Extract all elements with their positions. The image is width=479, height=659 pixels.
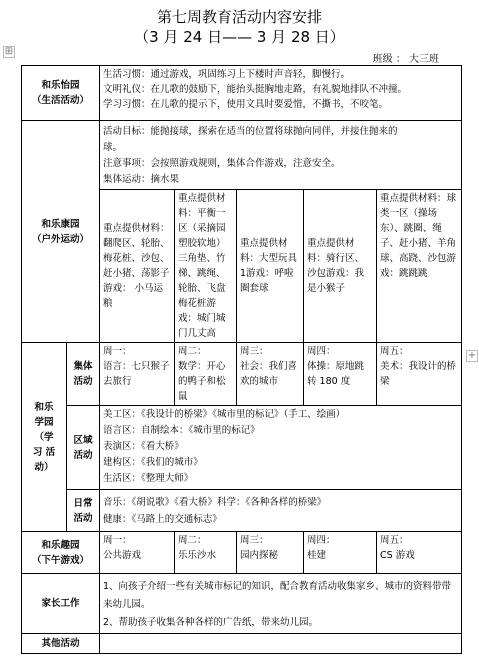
add-row-button[interactable]: + [467, 350, 477, 361]
daily-content [100, 490, 462, 532]
life-line: 文明礼仪：在儿歌的鼓励下，能抬头挺胸地走路，有礼貌地排队不冲撞。 [103, 84, 408, 95]
family-header: 家长工作 [22, 574, 100, 634]
day-label: 周五： [380, 535, 409, 546]
area-content [100, 406, 462, 490]
collective-cell [100, 343, 175, 406]
play-header [22, 532, 100, 574]
family-content [100, 574, 462, 634]
day-label: 周三： [240, 535, 269, 546]
zone-cell: 重点提供材料：大型玩具 1游戏：呼啦圈套球 [237, 190, 304, 343]
other-content [100, 634, 462, 654]
play-cell [175, 532, 237, 574]
date-range: （3 月 24 日—— 3 月 28 日） [134, 28, 345, 46]
outdoor-line: 球。 [103, 142, 123, 153]
area-line: 建构区：《我们的城市》 [103, 457, 203, 468]
area-header-part: 活动 [73, 449, 93, 461]
day-label: 周四： [307, 535, 336, 546]
life-header-sub: （生活活动） [32, 95, 90, 106]
day-label: 周二： [178, 535, 207, 546]
daily-header-part: 活动 [73, 512, 93, 524]
day-label: 周二： [178, 346, 207, 357]
outdoor-goal-row [22, 121, 462, 190]
area-header-part: 区域 [73, 434, 93, 446]
activity-text: 语言：七只猴子去旅行 [103, 361, 170, 387]
family-row [22, 574, 462, 634]
daily-line: 音乐：《胡说歌》《看大桥》科学：《各种各样的桥梁》 [103, 496, 327, 508]
outdoor-header [22, 121, 100, 343]
play-cell [100, 532, 175, 574]
activity-text: 数学：开心的鸭子和松鼠 [178, 361, 226, 402]
life-line: 学习习惯：在儿歌的提示下，使用文具时要爱惜，不撕书，不咬笔。 [103, 99, 389, 110]
family-line: 1、向孩子介绍一些有关城市标记的知识，配合教育活动收集家乡、城市的资料带带来幼儿园。 [103, 581, 452, 610]
other-row [22, 634, 462, 654]
area-line: 表演区：《看大桥》 [103, 441, 184, 452]
life-row [22, 66, 462, 121]
zone-cell: 重点提供材料：平衡一区（采摘园塑胶软地）三角垫、竹梯、跳绳、轮胎、飞盘梅花桩游戏：城门城门几丈高 [175, 190, 237, 343]
daily-row [22, 490, 462, 532]
outdoor-goals [100, 121, 462, 190]
collective-row [22, 343, 462, 406]
outdoor-line: 活动目标：能抛接球，探索在适当的位置将球抛向同伴，并接住抛来的 [103, 126, 398, 137]
day-label: 周一： [103, 346, 132, 357]
collective-header [67, 343, 100, 406]
area-row [22, 406, 462, 490]
daily-header-part: 日常 [73, 497, 93, 509]
table-move-handle[interactable]: ⊞ [4, 46, 14, 57]
outdoor-header-name: 和乐康园 [41, 218, 80, 230]
collective-cell [175, 343, 237, 406]
outdoor-line: 注意事项：会按照游戏规则，集体合作游戏，注意安全。 [103, 158, 341, 169]
play-text: 乐乐沙水 [178, 550, 217, 561]
play-header-sub: （下午游戏） [32, 554, 90, 566]
life-header-name: 和乐怡园 [41, 80, 80, 91]
area-line: 美工区：《我设计的桥梁》《城市里的标记》（手工、绘画） [103, 409, 346, 420]
zone-cell: 重点提供材料：球类一区（操场东）、跳圈、绳子、赶小猪、羊角球、高跷、沙包游戏：跳跳跳 [377, 190, 462, 343]
area-header [67, 406, 100, 490]
page-title: 第七周教育活动内容安排 [156, 8, 322, 26]
day-label: 周五： [380, 346, 409, 357]
class-label: 班级 ： 大三班 [372, 54, 439, 65]
day-label: 周一： [103, 535, 132, 546]
life-content [100, 66, 462, 121]
play-text: CS 游戏 [380, 550, 415, 561]
collective-header-part: 集体 [73, 361, 93, 372]
other-header: 其他活动 [22, 634, 100, 654]
day-label: 周四： [307, 346, 336, 357]
study-header-part: 习 活 [32, 446, 56, 458]
play-header-name: 和乐趣园 [41, 539, 80, 551]
area-line: 语言区：自制绘本：《城市里的标记》 [103, 425, 260, 436]
collective-cell [237, 343, 304, 406]
outdoor-line: 集体运动：摘水果 [103, 174, 180, 185]
zone-cell: 重点提供材料：翻爬区、轮胎、梅花桩、沙包、赶小猪、荡影子游戏： 小马运粮 [100, 190, 175, 343]
schedule-table [21, 65, 462, 654]
play-text: 公共游戏 [103, 550, 142, 561]
activity-text: 社会：我们喜欢的城市 [240, 361, 298, 387]
collective-cell [377, 343, 462, 406]
daily-header [67, 490, 100, 532]
family-line: 2、帮助孩子收集各种各样的广告纸，带来幼儿园。 [103, 617, 319, 628]
play-text: 桂建 [307, 550, 327, 561]
zone-cell: 重点提供材料：骑行区、沙包游戏：我是小猴子 [304, 190, 377, 343]
play-cell [237, 532, 304, 574]
play-row [22, 532, 462, 574]
play-cell [304, 532, 377, 574]
activity-text: 美术：我设计的桥梁 [380, 361, 457, 387]
collective-header-part: 活动 [73, 376, 93, 387]
play-cell [377, 532, 462, 574]
study-header-part: 动） [34, 461, 54, 473]
day-label: 周三： [240, 346, 269, 357]
outdoor-header-sub: （户外运动） [32, 233, 90, 245]
study-header-part: 和乐 [34, 401, 54, 413]
life-line: 生活习惯：通过游戏，巩固练习上下楼时声音轻，脚慢行。 [103, 69, 351, 80]
activity-text: 体操：原地跳转 180 度 [307, 361, 365, 387]
study-header-part: 学园 [34, 416, 54, 428]
life-header [22, 66, 100, 121]
area-line: 生活区：《整理大师》 [103, 473, 194, 484]
study-header-part: （学 [34, 431, 54, 443]
daily-line: 健康：《马路上的交通标志》 [103, 513, 222, 525]
play-text: 园内探秘 [240, 550, 279, 561]
collective-cell [304, 343, 377, 406]
study-header [22, 343, 67, 532]
